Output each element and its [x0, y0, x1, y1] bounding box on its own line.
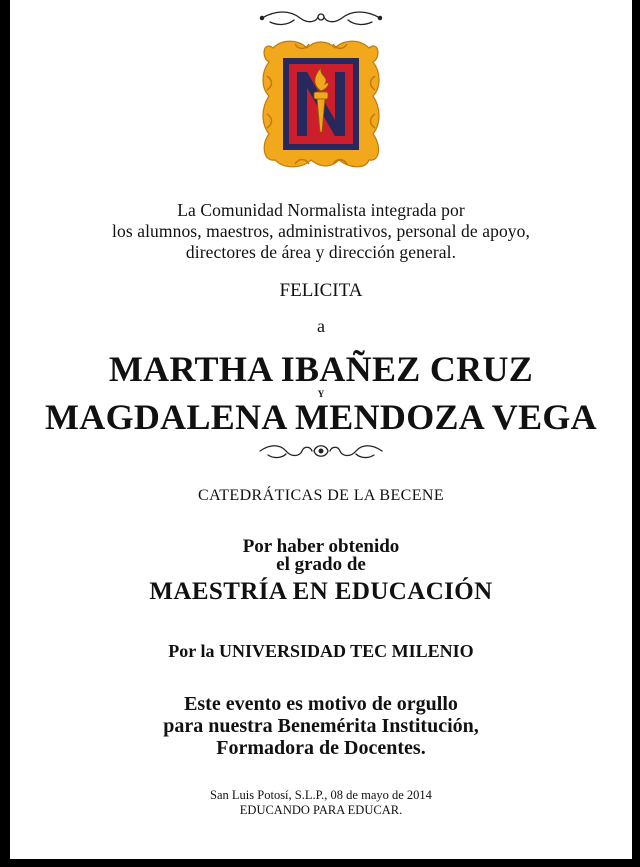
- conjunction: Y: [317, 389, 325, 399]
- top-flourish-icon: [10, 8, 632, 33]
- intro-line-2: los alumnos, maestros, administrativos, personal de apoyo,: [112, 221, 530, 241]
- event-line-2: para nuestra Benemérita Institución,: [163, 715, 479, 737]
- honoree-title: CATEDRÁTICAS DE LA BECENE: [198, 487, 444, 504]
- university-line: Por la UNIVERSIDAD TEC MILENIO: [168, 641, 474, 661]
- honoree-name-2: MAGDALENA MENDOZA VEGA: [45, 397, 597, 437]
- middle-flourish-icon: [10, 440, 632, 467]
- place-date: San Luis Potosí, S.L.P., 08 de mayo de 2014: [210, 788, 432, 802]
- reason-line-2: el grado de: [276, 554, 366, 575]
- event-line-1: Este evento es motivo de orgullo: [184, 693, 458, 715]
- announcement-page: [10, 0, 632, 859]
- event-line-3: Formadora de Docentes.: [216, 737, 426, 759]
- felicita-heading: FELICITA: [279, 280, 363, 301]
- honoree-name-1: MARTHA IBAÑEZ CRUZ: [108, 349, 534, 389]
- intro-line-3: directores de área y dirección general.: [185, 242, 457, 262]
- motto: EDUCANDO PARA EDUCAR.: [239, 803, 403, 817]
- reason-line-1: Por haber obtenido: [242, 536, 400, 557]
- crest-logo-icon: [10, 36, 632, 179]
- preposition-a: a: [317, 316, 325, 336]
- intro-line-1: La Comunidad Normalista integrada por: [177, 200, 465, 220]
- degree-name: MAESTRÍA EN EDUCACIÓN: [149, 578, 493, 605]
